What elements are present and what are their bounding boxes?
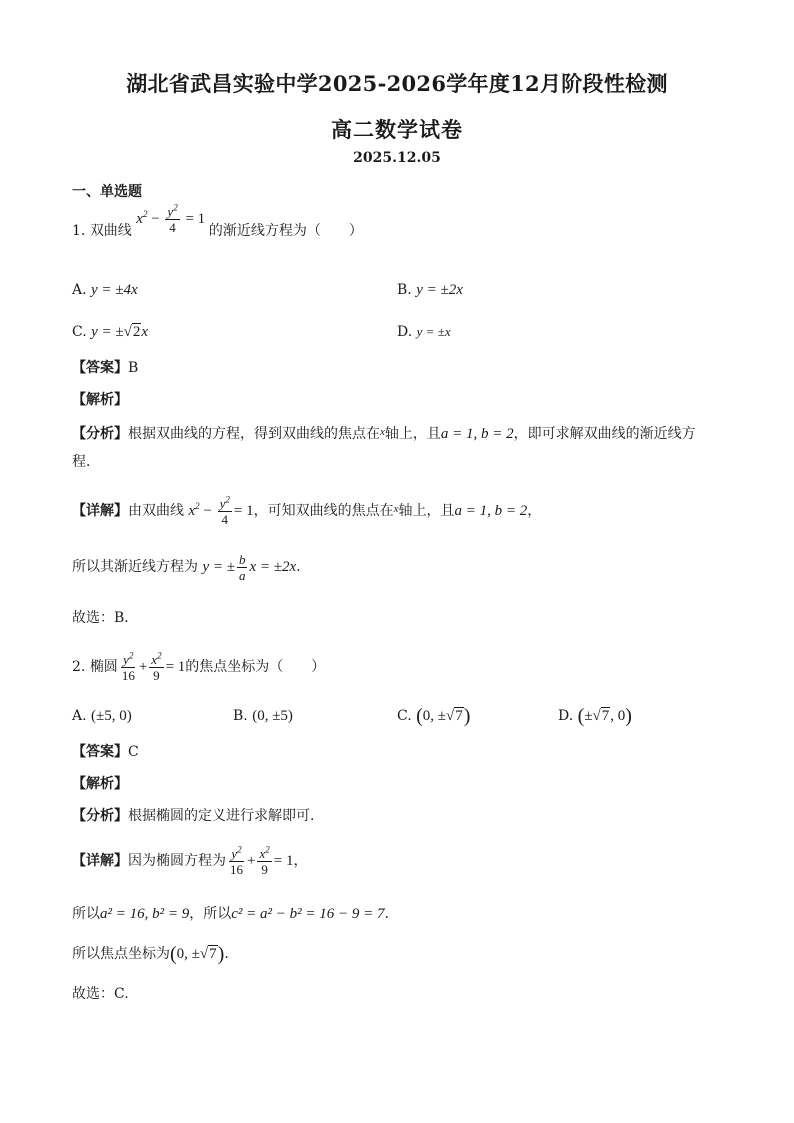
q1-option-c: C. y = ±√2x: [72, 324, 149, 340]
q1-option-a: A. y = ±4x: [72, 282, 138, 298]
q2-number: 2.: [72, 658, 86, 675]
q1-option-b: B. y = ±2x: [397, 282, 463, 298]
q1-detail: 【详解】由双曲线 $x^2$ − $\frac{y^2}{4}$ = 1，可知双曲线的焦点在$^x$轴上，且a = 1, b = 2，: [72, 494, 542, 527]
q2-detail: 【详解】因为椭圆方程为 $\frac{y^2}{16}$ + $\frac{x^2}{9}$ = 1，: [72, 844, 308, 877]
q1-fenxi-cont: 程．: [72, 454, 100, 470]
sqrt-symbol: √7: [592, 708, 610, 724]
q1-stem: [72, 202, 363, 247]
q2-option-c: C. (0, ±√7): [397, 705, 471, 727]
q2-equation: $\frac{y^2}{16}$ + $\frac{x^2}{9}$ = 1: [121, 650, 186, 683]
q1-so: 所以其渐近线方程为 y = ± $\frac{b}{a}$ x = ±2x.: [72, 552, 301, 584]
q1-choose: 故选：B．: [72, 610, 139, 626]
q1-detail-equation: $x^2$ − $\frac{y^2}{4}$ = 1: [188, 494, 254, 527]
q2-option-a: A. (±5, 0): [72, 708, 132, 724]
sqrt-symbol: √7: [199, 946, 217, 962]
q1-option-d: D. y = ±x: [397, 324, 451, 340]
q2-option-b: B. (0, ±5): [233, 708, 293, 724]
q1-stem-after: 的渐近线方程为（ ）: [208, 222, 363, 239]
sqrt-symbol: √2: [123, 324, 141, 340]
exam-date: 2025.12.05: [353, 150, 441, 166]
school-title: 湖北省武昌实验中学2025-2026学年度12月阶段性检测: [126, 71, 668, 96]
q2-option-d: D. (±√7, 0): [558, 705, 632, 727]
q1-number: 1.: [72, 222, 86, 239]
q2-answer: 【答案】C: [72, 744, 139, 760]
q1-equation: $x^2$ − $\frac{y^2}{4}$ = 1: [136, 202, 206, 235]
q2-so2: 所以焦点坐标为(0, ±√7).: [72, 943, 229, 965]
q2-fenxi: 【分析】根据椭圆的定义进行求解即可.: [72, 808, 315, 824]
q1-stem-before: 双曲线: [89, 222, 132, 239]
q2-choose: 故选：C.: [72, 986, 129, 1002]
q1-answer: 【答案】B: [72, 360, 139, 376]
subject-title: 高二数学试卷: [331, 117, 463, 142]
q1-analysis-tag: 【解析】: [72, 392, 128, 408]
sqrt-symbol: √7: [446, 708, 463, 724]
q2-analysis-tag: 【解析】: [72, 776, 128, 792]
q1-fenxi: 【分析】根据双曲线的方程，得到双曲线的焦点在$^x$轴上，且a = 1, b = 2，即可求解双曲线的渐近线方: [72, 426, 696, 442]
q2-so1: 所以a² = 16, b² = 9，所以c² = a² − b² = 16 − 9 = 7.: [72, 906, 389, 922]
section-heading: 一、单选题: [72, 184, 142, 200]
q2-stem: 2. 椭圆 $\frac{y^2}{16}$ + $\frac{x^2}{9}$ = 1的焦点坐标为（ ）: [72, 650, 326, 683]
